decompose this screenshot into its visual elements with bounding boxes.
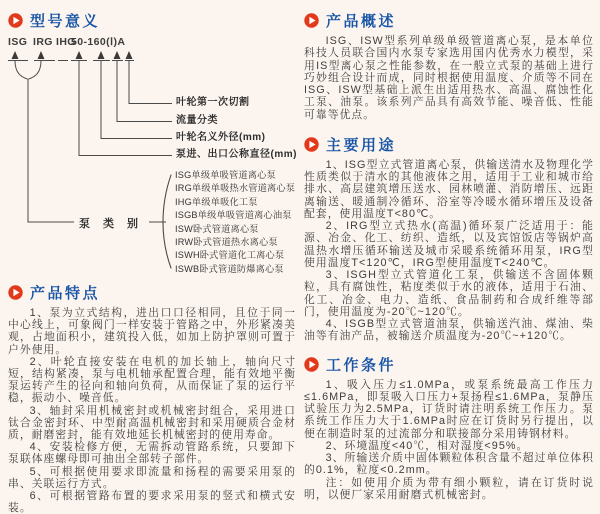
pump-type-item: IRG单级单吸热水管道离心泵 xyxy=(175,183,296,194)
section-title: 产品概述 xyxy=(326,13,397,30)
callout-impeller-diameter: 叶轮名义外径(mm) xyxy=(176,132,266,143)
section-title: 型号意义 xyxy=(30,13,101,30)
callout-port-diameter: 泵进、出口公称直径(mm) xyxy=(176,149,297,160)
model-code-part: IRG xyxy=(33,36,53,48)
pump-type-item: ISWB卧式管道防爆离心泵 xyxy=(175,263,284,274)
section-title: 产品特点 xyxy=(30,285,101,302)
model-code-part: IHG xyxy=(56,36,76,48)
pump-type-item: ISGB单级单吸管道离心油泵 xyxy=(175,210,292,221)
pump-type-item: ISG单级单吸管道离心泵 xyxy=(175,170,276,180)
use-paragraph: 2、IRG型立式热水(高温)循环泵广泛适用于：能源、冶金、化工、纺织、造纸，以及宾馆饭店等锅炉高温热水增压循环输送及城市采暖系统循环用泵，IRG型使用温度T<120℃，IRG型使用温度T<240℃。 xyxy=(304,220,594,269)
condition-paragraph: 2、环境温度<40℃，相对湿度<95%。 xyxy=(325,439,529,452)
callout-flow-class: 流量分类 xyxy=(176,115,218,126)
callout-impeller-first-cut: 叶轮第一次切割 xyxy=(176,97,250,108)
overview-paragraph: ISG、ISW型系列单级单级管道离心泵，是本单位科技人员联合国内水泵专家选用国内优秀水力模型，采用IS型离心泵之性能参数，在一般立式泵的基础上进行巧妙组合设计而成，同时根据使用温度、介质等不同在ISG、ISW型基础上派生出适用热水、高温、腐蚀性化工泵、油泵。该系列产品具有高效节能、噪音低、性能可靠等优点。 xyxy=(304,35,594,121)
right-column xyxy=(304,8,594,514)
section-header-conditions xyxy=(304,354,594,375)
section-header-uses xyxy=(304,134,594,155)
model-number-diagram xyxy=(8,35,296,277)
feature-paragraph: 1、泵为立式结构，进出口口径相同，且位于同一中心线上，可象阀门一样安装于管路之中，外形紧凑美观，占地面积小，建筑投入低，如加上防护罩则可置于户外使用。 xyxy=(8,307,296,356)
section-header-features xyxy=(8,282,296,303)
pump-type-item: IHG单级单吸化工泵 xyxy=(175,196,258,207)
left-column xyxy=(8,8,296,514)
feature-paragraph: 5、可根据使用要求即流量和扬程的需要采用泵的串、关联运行方式。 xyxy=(8,465,296,490)
use-paragraph: 1、ISG型立式管道离心泵，供输送清水及物理化学性质类似于清水的其他液体之用，适用于工业和城市给排水、高层建筑增压送水、园林喷灌、消防增压、远距离输送、暖通制冷循环、浴室等冷暖水循环增压及设备配套，使用温度T<80℃。 xyxy=(304,158,594,220)
section-title: 主要用途 xyxy=(326,136,397,154)
arrowhead-icons xyxy=(12,51,133,59)
pump-type-item: ISWH卧式管道化工离心泵 xyxy=(175,250,285,261)
section-bullet-icon xyxy=(304,357,319,372)
pump-category-label: 泵类别 xyxy=(79,218,151,230)
feature-paragraph: 3、轴封采用机械密封或机械密封组合，采用进口钛合金密封环、中型耐高温机械密封和采用硬质合金材质，耐磨密封，能有效地延长机械密封的使用寿命。 xyxy=(8,404,296,442)
feature-paragraph: 4、安装检修方便，无需拆动管路系统，只要卸下泵联体座螺母即可抽出全部转子部件。 xyxy=(8,441,296,466)
use-paragraph: 4、ISGB型立式管道油泵，供输送汽油、煤油、柴油等有油产品，被输送介质温度为-20℃~+120℃。 xyxy=(304,318,594,343)
model-code-part: 50-160(Ⅰ)A xyxy=(71,36,126,48)
section-title: 工作条件 xyxy=(326,356,397,374)
condition-note: 注：如使用介质为带有细小颗粒，请在订货时说明，以便厂家采用耐磨式机械密封。 xyxy=(304,476,594,501)
use-paragraph: 3、ISGH型立式管道化工泵，供输送不含固体颗粒，具有腐蚀性，粘度类似于水的液体，适用于石油、化工、冶金、电力、造纸、食品制药和合成纤维等部门，使用温度为-20℃~120℃。 xyxy=(304,269,594,318)
model-code-part: ISG xyxy=(8,36,28,48)
feature-paragraph: 2、叶轮直接安装在电机的加长轴上，轴向尺寸短，结构紧凑，泵与电机轴承配置合理，能有效地平衡泵运转产生的径向和轴向负荷，从而保证了泵的运行平稳，振动小、噪音低。 xyxy=(8,355,296,405)
condition-paragraph: 3、所输送介质中固体颗粒体积含量不超过单位体积的0.1%，粒度<0.2mm。 xyxy=(304,452,594,477)
section-bullet-icon xyxy=(8,13,23,28)
section-bullet-icon xyxy=(304,137,319,152)
pump-type-item: ISW卧式管道离心泵 xyxy=(175,223,259,234)
section-bullet-icon xyxy=(8,285,23,300)
section-header-overview xyxy=(304,10,594,31)
condition-paragraph: 1、吸入压力≤1.0MPa，或泵系统最高工作压力≤1.6MPa，即泵吸入口压力+泵扬程≤1.6MPa，泵静压试验压力为2.5MPa，订货时请注明系统工作压力。泵系统工作压力大于1.6MPa时应在订货时另行提出，以便在制造时泵的过流部分和联接部分采用铸钢材料。 xyxy=(304,378,594,440)
pump-type-item: IRW卧式管道热水离心泵 xyxy=(175,237,278,247)
section-header-model-meaning xyxy=(8,10,296,31)
feature-paragraph: 6、可根据管路布置的要求采用泵的竖式和横式安装。 xyxy=(8,490,296,514)
section-bullet-icon xyxy=(304,13,319,28)
